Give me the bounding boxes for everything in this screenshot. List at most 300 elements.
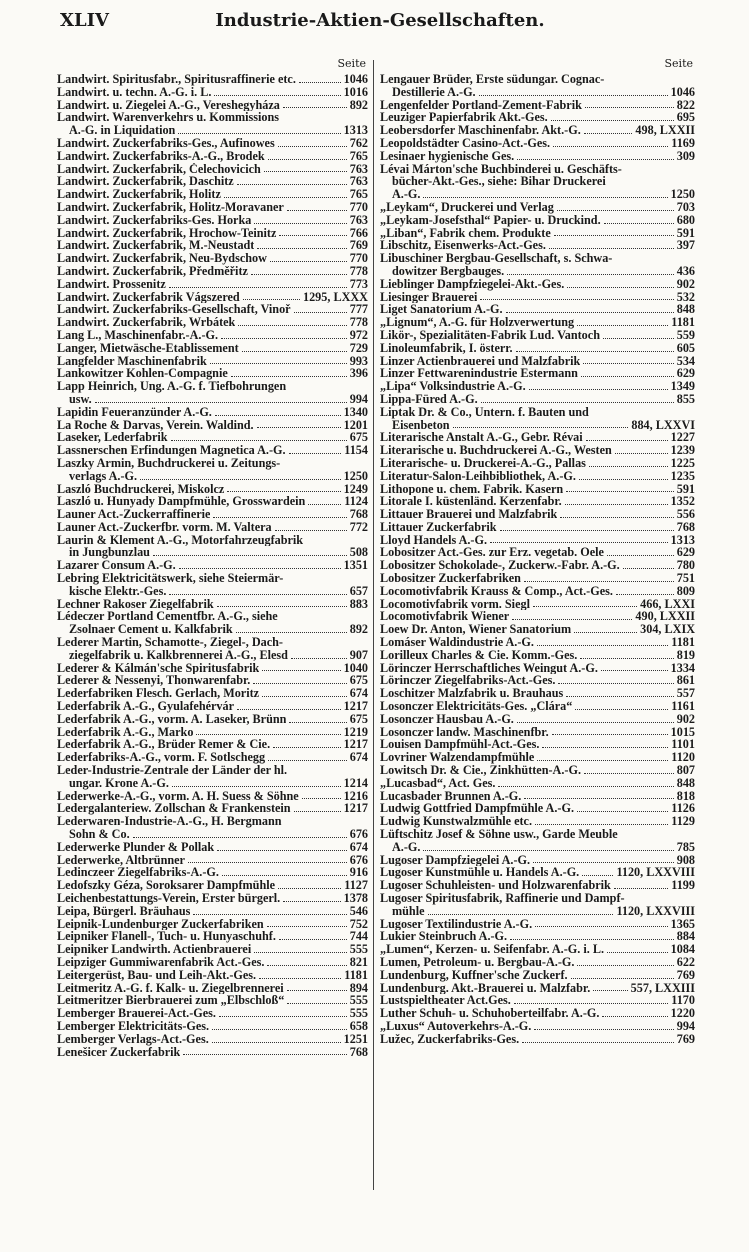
entry-page: 1250 <box>670 187 695 202</box>
leader-dots <box>275 530 347 531</box>
entry-page: 1340 <box>343 404 368 419</box>
index-entry <box>380 316 695 329</box>
entry-name-cont: Eisenbeton <box>392 418 450 432</box>
entry-name: Libschitz, Eisenwerks-Act.-Ges. <box>380 239 546 253</box>
entry-page: 436 <box>676 263 695 278</box>
leader-dots <box>581 376 674 377</box>
entry-name: Lederfabrik A.-G., Marko <box>57 725 194 739</box>
entry-list <box>380 73 695 1046</box>
entry-page: 546 <box>349 903 368 918</box>
leader-dots <box>601 670 668 671</box>
entry-continuation <box>380 86 695 99</box>
leader-dots <box>302 798 341 799</box>
leader-dots <box>480 299 673 300</box>
entry-page: 1295, LXXX <box>302 289 368 304</box>
entry-page: 1378 <box>343 891 368 905</box>
index-entry <box>57 316 368 329</box>
entry-name: Langfelder Maschinenfabrik <box>57 354 207 368</box>
entry-name: La Roche & Darvas, Verein. Waldind. <box>57 418 254 432</box>
entry-page: 773 <box>349 276 368 291</box>
entry-name: „Luxus“ Autoverkehrs-A.-G. <box>380 1019 532 1033</box>
entry-page: 605 <box>676 340 695 355</box>
index-entry <box>380 662 695 675</box>
index-entry <box>57 662 368 675</box>
leader-dots <box>614 888 668 889</box>
entry-name-cont: Sohn & Co. <box>69 828 130 841</box>
entry-page: 1161 <box>671 699 695 714</box>
entry-page: 1015 <box>670 724 695 739</box>
entry-page: 1127 <box>344 878 368 893</box>
leader-dots <box>268 159 347 160</box>
index-entry <box>380 790 695 803</box>
entry-name: Linzer Fettwarenindustrie Estermann <box>380 367 578 381</box>
leader-dots <box>558 683 673 684</box>
index-entry <box>57 73 368 86</box>
entry-name: Lechner Rakoser Ziegelfabrik <box>57 597 214 611</box>
leader-dots <box>215 415 341 416</box>
entry-name-cont: ziegelfabrik u. Kalkbrennerei A.-G., Elesd <box>69 648 288 662</box>
entry-name: Losonczer Hausbau A.-G. <box>380 712 514 726</box>
entry-page: 1334 <box>670 660 695 675</box>
entry-page: 555 <box>349 1006 368 1021</box>
entry-name: „Leykam-Josefsthal“ Papier- u. Druckind. <box>380 213 601 227</box>
leader-dots <box>603 338 674 339</box>
leader-dots <box>294 811 341 812</box>
index-entry <box>380 150 695 163</box>
entry-page: 532 <box>676 289 695 304</box>
entry-continuation <box>380 175 695 188</box>
leader-dots <box>212 1042 341 1043</box>
leader-dots <box>188 862 347 863</box>
entry-page: 777 <box>349 302 368 317</box>
entry-name: Lippa-Füred A.-G. <box>380 392 478 406</box>
entry-name: Lédeczer Portland Cementfbr. A.-G., siehe <box>57 610 278 624</box>
leader-dots <box>273 747 340 748</box>
entry-name: Leipnik-Lundenburger Zuckerfabriken <box>57 917 264 931</box>
leader-dots <box>577 811 668 812</box>
entry-name: Lederwerke Plunder & Pollak <box>57 840 215 854</box>
leader-dots <box>243 299 300 300</box>
entry-name: Leopoldstädter Casino-Act.-Ges. <box>380 136 551 150</box>
leader-dots <box>623 568 674 569</box>
index-entry <box>57 892 368 905</box>
index-entry <box>380 879 695 892</box>
entry-name: „Lumen“, Kerzen- u. Seifenfabr. A.-G. i. L. <box>380 943 604 956</box>
index-entry <box>380 982 695 995</box>
leader-dots <box>533 606 637 607</box>
entry-continuation <box>380 265 695 278</box>
index-entry <box>380 892 695 918</box>
index-entry <box>380 777 695 790</box>
entry-page: 763 <box>349 161 368 176</box>
index-entry <box>57 994 368 1007</box>
entry-continuation <box>380 419 695 432</box>
entry-name: A.-G. <box>392 188 421 201</box>
entry-name: „Liban“, Fabrik chem. Produkte <box>380 226 551 240</box>
entry-name: Losonczer landw. Maschinenfbr. <box>380 725 549 739</box>
index-entry <box>57 854 368 867</box>
leader-dots <box>554 235 674 236</box>
entry-name: Landwirt. Zuckerfabrik, Předměřitz <box>57 264 248 278</box>
entry-name: Libuschiner Bergbau-Gesellschaft, s. Schwa- <box>380 252 613 265</box>
entry-name: Lugoser Dampfziegelei A.-G. <box>380 853 531 867</box>
index-entry <box>380 342 695 355</box>
leader-dots <box>524 798 673 799</box>
leader-dots <box>287 1003 346 1004</box>
entry-name: Landwirt. u. Ziegelei A.-G., Vereshegyháza <box>57 98 280 112</box>
entry-page: 1313 <box>343 123 368 138</box>
index-entry <box>380 355 695 368</box>
index-entry <box>380 687 695 700</box>
leader-dots <box>577 965 673 966</box>
entry-page: 1181 <box>671 635 695 650</box>
entry-page: 768 <box>349 507 368 522</box>
index-entry <box>57 790 368 803</box>
entry-name: „Lucasbad“, Act. Ges. <box>380 776 496 790</box>
entry-name: Langer, Mietwäsche-Etablissement <box>57 341 239 355</box>
entry-page: 994 <box>676 1018 695 1033</box>
entry-name: Lederfabrik A.-G., Brüder Remer & Cie. <box>57 738 271 752</box>
entry-page: 674 <box>349 686 368 701</box>
entry-page: 1124 <box>344 494 368 509</box>
leader-dots <box>498 786 673 787</box>
entry-page: 778 <box>349 315 368 330</box>
index-entry <box>57 252 368 265</box>
entry-name: Lundenburg, Kuffner'sche Zuckerf. <box>380 968 568 982</box>
index-entry <box>57 534 368 560</box>
entry-name: Landwirt. Zuckerfabriks-Gesellschaft, Vinoř <box>57 303 291 317</box>
entry-page: 1352 <box>670 494 695 509</box>
index-entry <box>380 188 695 201</box>
entry-name: Lustspieltheater Act.Ges. <box>380 994 511 1008</box>
index-entry <box>57 1007 368 1020</box>
entry-name: Ledergalanteriew. Zollschan & Frankenstein <box>57 802 291 816</box>
entry-page: 763 <box>349 212 368 227</box>
index-entry <box>380 470 695 483</box>
entry-name-cont: A.-G. in Liquidation <box>69 124 176 137</box>
entry-name: Lucasbader Brunnen A.-G. <box>380 789 522 803</box>
leader-dots <box>133 837 347 838</box>
leader-dots <box>264 171 347 172</box>
index-entry <box>57 457 368 483</box>
entry-page: 1250 <box>343 468 368 483</box>
index-entry <box>380 329 695 342</box>
leader-dots <box>490 542 668 543</box>
leader-dots <box>585 107 674 108</box>
entry-page: 892 <box>349 97 368 112</box>
index-entry <box>57 150 368 163</box>
leader-dots <box>565 504 668 505</box>
entry-page: 892 <box>349 622 368 637</box>
entry-page: 894 <box>349 980 368 995</box>
entry-page: 1181 <box>671 315 695 330</box>
index-entry <box>57 495 368 508</box>
entry-name: Landwirt. Warenverkehrs u. Kommissions <box>57 111 279 125</box>
leader-dots <box>219 1016 347 1017</box>
entry-name: Lüftschitz Josef & Söhne usw., Garde Meuble <box>380 828 618 841</box>
index-entry <box>57 175 368 188</box>
entry-continuation <box>57 777 368 790</box>
leader-dots <box>517 159 674 160</box>
index-column-left <box>57 58 368 1058</box>
entry-name: Littauer Zuckerfabrik <box>380 520 497 534</box>
entry-page: 309 <box>676 148 695 163</box>
index-entry <box>57 521 368 534</box>
leader-dots <box>615 453 668 454</box>
index-entry <box>380 546 695 559</box>
entry-continuation <box>380 905 695 918</box>
leader-dots <box>221 338 347 339</box>
entry-name: Lebring Elektricitätswerk, siehe Steiermär- <box>57 572 284 585</box>
entry-name: Lugoser Kunstmühle u. Handels A.-G. <box>380 866 580 880</box>
entry-page: 508 <box>349 545 368 560</box>
page-title: Industrie-Aktien-Gesellschaften. <box>215 10 545 31</box>
seite-label: Seite <box>664 57 693 70</box>
leader-dots <box>278 146 347 147</box>
entry-page: 1249 <box>343 481 368 496</box>
leader-dots <box>607 952 668 953</box>
leader-dots <box>283 901 340 902</box>
entry-page: 629 <box>676 366 695 381</box>
entry-page: 676 <box>349 827 368 842</box>
entry-name: Lugoser Spiritusfabrik, Raffinerie und Dampf- <box>380 892 625 905</box>
leader-dots <box>524 581 674 582</box>
index-entry <box>380 508 695 521</box>
leader-dots <box>212 1029 347 1030</box>
leader-dots <box>140 479 341 480</box>
entry-name-cont: A.-G. <box>392 840 421 854</box>
entry-page: 1220 <box>670 1006 695 1021</box>
entry-continuation <box>57 649 368 662</box>
entry-name: Landwirt. Zuckerfabrik, Wrbátek <box>57 316 236 329</box>
entry-name: Landwirt. Zuckerfabrik, Holitz-Moravaner <box>57 200 284 214</box>
entry-name: Likör-, Spezialitäten-Fabrik Lud. Vantoch <box>380 328 600 342</box>
entry-page: 397 <box>676 238 695 253</box>
entry-name-cont: dowitzer Bergbauges. <box>392 264 505 278</box>
leader-dots <box>616 594 674 595</box>
entry-page: 1040 <box>343 660 368 675</box>
index-entry <box>380 726 695 739</box>
entry-name: Lengenfelder Portland-Zement-Fabrik <box>380 98 582 112</box>
entry-page: 848 <box>676 775 695 790</box>
leader-dots <box>580 658 673 659</box>
entry-name-cont: ungar. Krone A.-G. <box>69 776 169 790</box>
leader-dots <box>567 287 673 288</box>
leader-dots <box>224 197 347 198</box>
index-entry <box>57 982 368 995</box>
entry-name: „Lignum“, A.-G. für Holzverwertung <box>380 316 575 329</box>
entry-name: Lumen, Petroleum- u. Bergbau-A.-G. <box>380 955 575 969</box>
leader-dots <box>294 312 347 313</box>
index-entry <box>57 239 368 252</box>
index-entry <box>57 303 368 316</box>
entry-page: 1217 <box>343 801 368 816</box>
entry-page: 1046 <box>670 84 695 99</box>
page-number: XLIV <box>60 10 110 31</box>
entry-name: Littauer Brauerei und Malzfabrik <box>380 508 558 521</box>
leader-dots <box>289 453 342 454</box>
index-entry <box>380 649 695 662</box>
index-entry <box>57 713 368 726</box>
entry-name: Landwirt. Zuckerfabrik, Čelechovicich <box>57 162 261 176</box>
index-entry <box>380 278 695 291</box>
entry-page: 770 <box>349 251 368 266</box>
page-header <box>60 8 700 38</box>
entry-name: Lemberger Verlags-Act.-Ges. <box>57 1032 209 1046</box>
entry-continuation <box>380 841 695 854</box>
leader-dots <box>512 619 632 620</box>
index-entry <box>57 918 368 931</box>
entry-page: 855 <box>676 391 695 406</box>
index-entry <box>57 355 368 368</box>
index-entry <box>57 431 368 444</box>
entry-name: Lloyd Handels A.-G. <box>380 533 488 547</box>
leader-dots <box>257 248 346 249</box>
index-entry <box>380 994 695 1007</box>
entry-page: 1129 <box>671 814 695 829</box>
entry-page: 695 <box>676 110 695 125</box>
entry-page: 993 <box>349 353 368 368</box>
leader-dots <box>574 632 637 633</box>
entry-page: 534 <box>676 353 695 368</box>
entry-name-cont: Destillerie A.-G. <box>392 85 476 99</box>
index-entry <box>57 508 368 521</box>
leader-dots <box>238 325 346 326</box>
index-entry <box>380 252 695 278</box>
entry-name: Landwirt. Zuckerfabrik Vágszered <box>57 290 240 304</box>
entry-page: 304, LXIX <box>640 622 695 637</box>
leader-dots <box>602 1016 667 1017</box>
entry-name: Leuziger Papierfabrik Akt.-Ges. <box>380 111 548 125</box>
entry-name: Lomáser Waldindustrie A.-G. <box>380 636 534 649</box>
leader-dots <box>254 952 346 953</box>
leader-dots <box>479 95 668 96</box>
entry-name: Leichenbestattungs-Verein, Erster bürgerl. <box>57 892 281 905</box>
entry-page: 559 <box>676 327 695 342</box>
entry-page: 1251 <box>343 1031 368 1046</box>
leader-dots <box>586 440 668 441</box>
index-entry <box>57 163 368 176</box>
index-entry <box>380 163 695 189</box>
leader-dots <box>257 427 341 428</box>
entry-name: Lapidin Feueranzünder A.-G. <box>57 405 212 419</box>
entry-name: Lankowitzer Kohlen-Compagnie <box>57 367 228 381</box>
entry-page: 1365 <box>670 916 695 931</box>
index-entry <box>380 495 695 508</box>
entry-page: 1235 <box>670 468 695 483</box>
leader-dots <box>566 696 673 697</box>
entry-name: Landwirt. Zuckerfabrik, Holitz <box>57 188 221 201</box>
leader-dots <box>253 683 346 684</box>
index-entry <box>380 572 695 585</box>
entry-page: 807 <box>676 763 695 778</box>
entry-page: 916 <box>349 865 368 880</box>
entry-name: Lederer & Nessenyi, Thonwarenfabr. <box>57 674 251 688</box>
leader-dots <box>582 875 613 876</box>
entry-name: Landwirt. Prossenitz <box>57 277 166 291</box>
leader-dots <box>507 274 674 275</box>
entry-name: Liesinger Brauerei <box>380 290 478 304</box>
entry-page: 1217 <box>343 737 368 752</box>
entry-name: Laszló Buchdruckerei, Miskolcz <box>57 482 225 496</box>
index-entry <box>57 99 368 112</box>
entry-page: 622 <box>676 954 695 969</box>
entry-name: Lederer Martin, Schamotte-, Ziegel-, Dach- <box>57 636 283 649</box>
entry-name: Literatur-Salon-Leihbibliothek, A.-G. <box>380 469 576 483</box>
entry-page: 591 <box>676 225 695 240</box>
entry-name: Lederfabriks-A.-G., vorm. F. Sotlschegg <box>57 751 266 765</box>
entry-name-cont: in Jungbunzlau <box>69 546 150 560</box>
leader-dots <box>95 402 347 403</box>
index-entry <box>57 598 368 611</box>
entry-name: Lapp Heinrich, Ung. A.-G. f. Tiefbohrungen <box>57 380 287 393</box>
index-entry <box>380 444 695 457</box>
leader-dots <box>551 120 674 121</box>
index-entry <box>57 802 368 815</box>
leader-dots <box>537 760 668 761</box>
leader-dots <box>533 862 674 863</box>
entry-name: Lugoser Textilindustrie A.-G. <box>380 917 533 931</box>
entry-page: 1120, LXXVIII <box>616 865 695 880</box>
entry-continuation <box>57 393 368 406</box>
entry-page: 766 <box>349 225 368 240</box>
entry-continuation <box>57 470 368 483</box>
index-entry <box>57 943 368 956</box>
index-entry <box>57 1033 368 1046</box>
entry-name: Lithopone u. chem. Fabrik. Kasern <box>380 482 564 496</box>
leader-dots <box>283 107 347 108</box>
index-entry <box>380 956 695 969</box>
entry-name: Leitergerüst, Bau- und Leih-Akt.-Ges. <box>57 968 257 982</box>
index-column-right <box>380 58 695 1046</box>
index-entry <box>380 431 695 444</box>
leader-dots <box>267 926 347 927</box>
index-entry <box>57 291 368 304</box>
leader-dots <box>593 990 627 991</box>
entry-name: Lazarer Consum A.-G. <box>57 559 176 573</box>
leader-dots <box>534 1029 673 1030</box>
entry-name: Lörinczer Ziegelfabriks-Act.-Ges. <box>380 674 556 688</box>
entry-name: Launer Act.-Zuckerfbr. vorm. M. Valtera <box>57 520 272 534</box>
entry-name: Leitmeritz A.-G. f. Kalk- u. Ziegelbrennerei <box>57 981 284 995</box>
leader-dots <box>589 466 668 467</box>
leader-dots <box>604 223 674 224</box>
entry-page: 555 <box>349 942 368 957</box>
entry-page: 1225 <box>670 455 695 470</box>
entry-name: Lemberger Elektricitäts-Ges. <box>57 1019 210 1033</box>
entry-name: Laszló u. Hunyady Dampfmühle, Grosswardein <box>57 495 306 509</box>
entry-page: 821 <box>349 954 368 969</box>
entry-page: 883 <box>349 596 368 611</box>
index-entry <box>57 188 368 201</box>
entry-page: 763 <box>349 174 368 189</box>
leader-dots <box>535 824 668 825</box>
entry-name-cont: Zsolnaer Cement u. Kalkfabrik <box>69 623 233 637</box>
index-entry <box>380 291 695 304</box>
entry-name: Lieblinger Dampfziegelei-Akt.-Ges. <box>380 277 565 291</box>
entry-page: 994 <box>349 391 368 406</box>
index-entry <box>57 559 368 572</box>
entry-name: Lemberger Brauerei-Act.-Ges. <box>57 1007 216 1020</box>
leader-dots <box>196 734 340 735</box>
entry-page: 1101 <box>671 737 695 752</box>
index-entry <box>57 1020 368 1033</box>
entry-name: Leipniker Flanell-, Tuch- u. Hunyaschuhf. <box>57 930 276 944</box>
leader-dots <box>529 389 668 390</box>
entry-name: Lovriner Walzendampfmühle <box>380 751 535 765</box>
index-entry <box>380 73 695 99</box>
entry-page: 770 <box>349 199 368 214</box>
